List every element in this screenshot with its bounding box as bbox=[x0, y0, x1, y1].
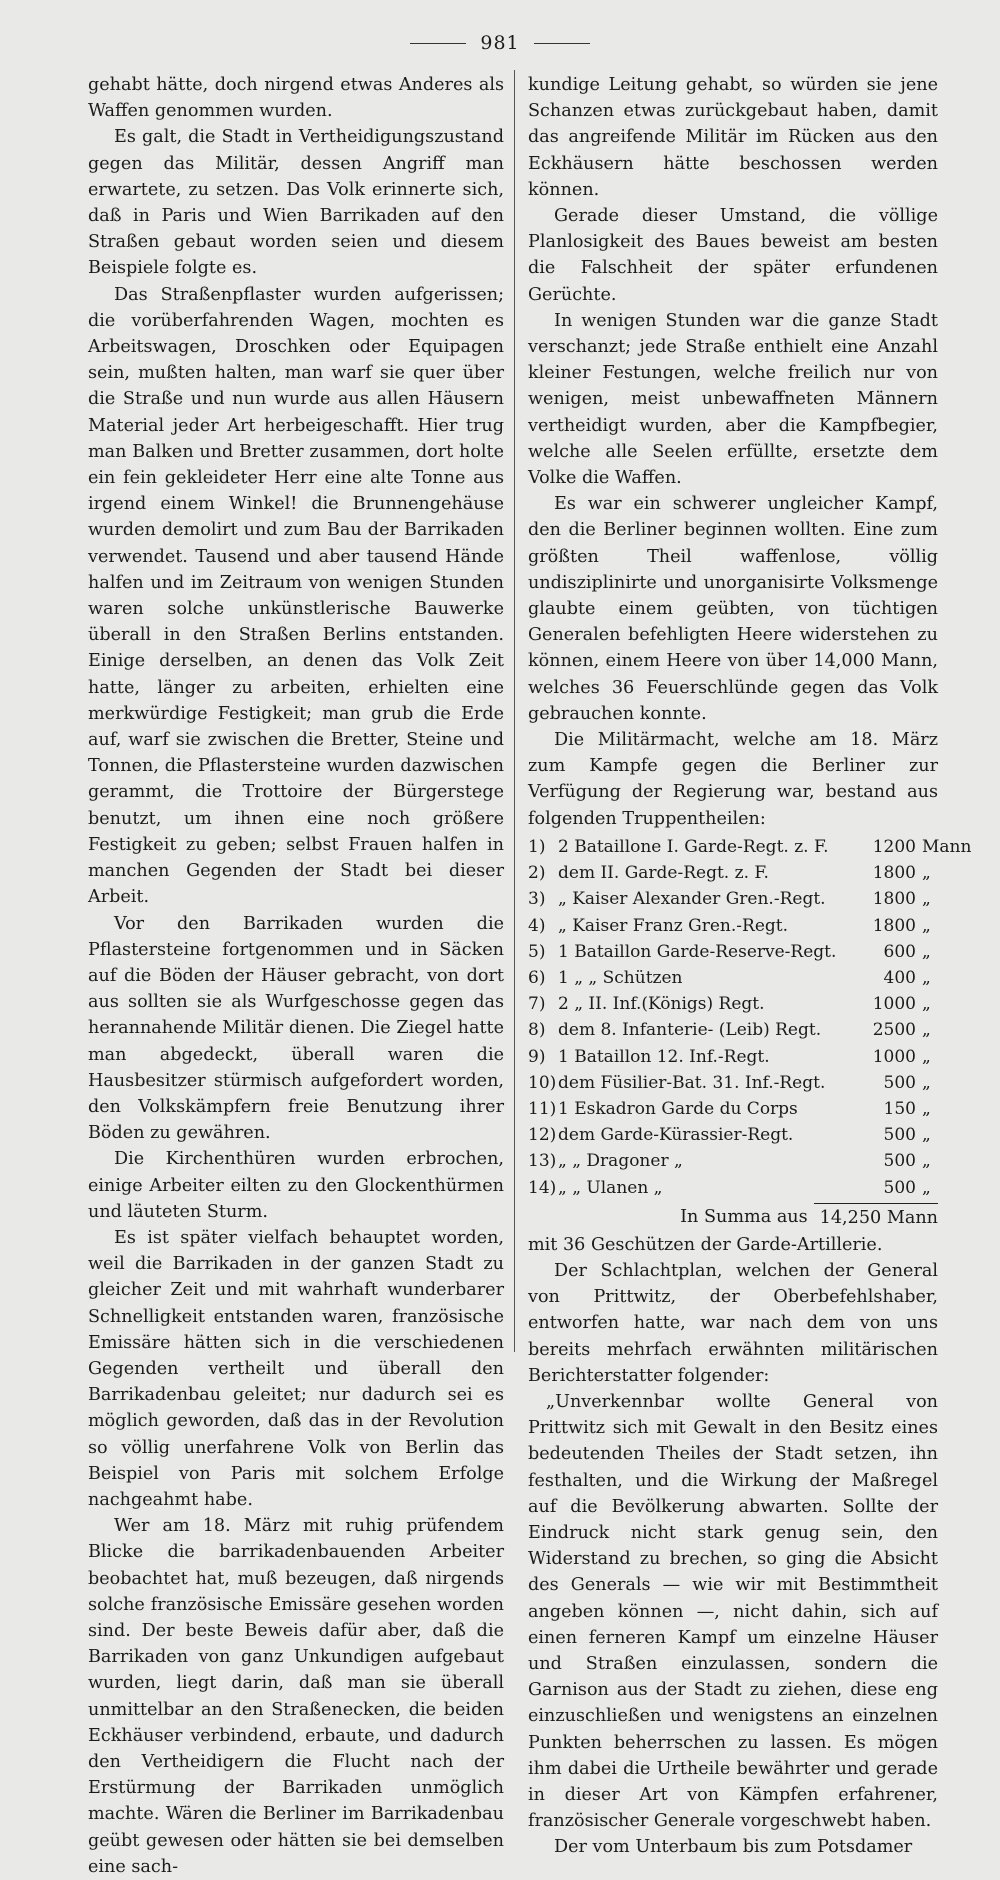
troop-measure: „ bbox=[922, 1020, 931, 1041]
troop-strength: 150 bbox=[883, 1098, 916, 1119]
troop-number: 11) bbox=[528, 1098, 557, 1119]
quote-paragraph: „Unverkennbar wollte General von Prittwitz sich mit Gewalt in den Besitz eines bedeutenden Theiles der Stadt setzen, ihn festhalten, und die Wirkung der Maßregel auf die Bevölkerung abwarten. Sollte der Eindruck nicht stark genug sein, den Widerstand zu brechen, so ging die Absicht des Generals — wie wir mit Bestimmtheit angeben können —, nicht dahin, sich auf einen ferneren Kampf um einzelne Häuser und Straßen einzulassen, sondern die Garnison aus der Stadt zu ziehen, diese eng einzuschließen und wenigstens an einzelnen Punkten beherrschen zu lassen. Es mögen ihm dabei die Urtheile bewährter und gerade in dieser Art von Kämpfen erfahrener, französischer Generale vorgeschwebt haben. bbox=[528, 1391, 938, 1832]
troop-measure: „ bbox=[922, 1046, 931, 1067]
troop-measure: Mann bbox=[922, 836, 972, 857]
paragraph: kundige Leitung gehabt, so würden sie jene Schanzen etwas zurückgebaut haben, damit das angreifende Militär im Rücken aus den Eckhäusern hätte beschossen werden können. bbox=[528, 75, 938, 200]
troop-row bbox=[528, 939, 938, 965]
troop-measure: „ bbox=[922, 941, 931, 962]
troop-strength: 1000 bbox=[872, 1046, 916, 1067]
troop-number: 9) bbox=[528, 1046, 546, 1067]
troop-measure: „ bbox=[922, 863, 931, 884]
troop-unit: 2 Bataillone I. Garde-Regt. z. F. bbox=[558, 836, 829, 857]
troop-measure: „ bbox=[922, 915, 931, 936]
troop-row bbox=[528, 834, 972, 860]
left-column bbox=[88, 72, 504, 1880]
troop-strength: 600 bbox=[883, 941, 916, 962]
troop-number: 7) bbox=[528, 994, 546, 1015]
troop-number: 6) bbox=[528, 967, 546, 988]
paragraph: Die Kirchenthüren wurden erbrochen, einige Arbeiter eilten zu den Glockenthürmen und läuteten Sturm. bbox=[88, 1149, 504, 1222]
troop-unit: dem Füsilier-Bat. 31. Inf.-Regt. bbox=[558, 1072, 826, 1093]
troop-strength: 1800 bbox=[872, 863, 916, 884]
troop-row bbox=[528, 1122, 938, 1148]
troop-measure: „ bbox=[922, 1098, 931, 1119]
total-label: In Summa aus bbox=[680, 1206, 808, 1227]
troop-measure: „ bbox=[922, 967, 931, 988]
troop-number: 8) bbox=[528, 1020, 546, 1041]
troop-number: 12) bbox=[528, 1125, 557, 1146]
troop-measure: „ bbox=[922, 1177, 931, 1198]
paragraph: gehabt hätte, doch nirgend etwas Anderes als Waffen genommen wurden. bbox=[88, 75, 504, 122]
paragraph: Das Straßenpflaster wurden aufgerissen; die vorüberfahrenden Wagen, mochten es Arbeitswagen, Droschken oder Equipagen sein, mußten halten, man warf sie quer über die Straße und nun wurde aus allen Häusern Material jeder Art herbeigeschafft. Hier trug man Balken und Bretter zusammen, dort holte ein fein gekleideter Herr eine alte Tonne aus irgend einem Winkel! die Brunnengehäuse wurden demolirt und zum Bau der Barrikaden verwendet. Tausend und aber tausend Hände halfen und im Zeitraum von wenigen Stunden waren solche unkünstlerische Bauwerke überall in den Straßen Berlins entstanden. Einige derselben, an denen das Volk Zeit hatte, länger zu arbeiten, erhielten eine merkwürdige Festigkeit; man grub die Erde auf, warf sie zwischen die Bretter, Steine und Tonnen, die Pflastersteine wurden dazwischen gerammt, die Trottoire der Bürgerstege benutzt, um ihnen eine noch größere Festigkeit zu geben; selbst Frauen halfen in manchen Gegenden der Stadt bei dieser Arbeit. bbox=[88, 284, 504, 908]
troop-strength: 1000 bbox=[872, 994, 916, 1015]
paragraph: Die Militärmacht, welche am 18. März zum Kampfe gegen die Berliner zur Verfügung der Regierung war, bestand aus folgenden Truppentheilen: bbox=[528, 730, 938, 829]
troop-number: 10) bbox=[528, 1072, 557, 1093]
troop-row bbox=[528, 886, 938, 912]
troop-strength: 500 bbox=[883, 1125, 916, 1146]
column-divider bbox=[514, 70, 515, 1352]
troop-total bbox=[528, 1203, 938, 1232]
troop-strength: 1800 bbox=[872, 915, 916, 936]
paragraph: Es ist später vielfach behauptet worden, weil die Barrikaden in der ganzen Stadt zu gleicher Zeit und mit wahrhaft wunderbarer Schnelligkeit entstanden waren, französische Emissäre hätten sich in die verschiedenen Gegenden vertheilt und überall den Barrikadenbau geleitet; nur dadurch sei es möglich geworden, daß das in der Revolution so völlig unerfahrene Volk von Berlin das Beispiel von Paris mit solchem Erfolge nachgeahmt habe. bbox=[88, 1227, 504, 1510]
troop-unit: 1 Bataillon 12. Inf.-Regt. bbox=[558, 1046, 770, 1067]
right-column bbox=[528, 72, 972, 1861]
troop-strength: 400 bbox=[883, 967, 916, 988]
troop-unit: 1 Bataillon Garde-Reserve-Regt. bbox=[558, 941, 837, 962]
troop-row bbox=[528, 1044, 938, 1070]
troop-unit: „ „ Ulanen „ bbox=[558, 1177, 663, 1198]
troop-row bbox=[528, 1070, 938, 1096]
paragraph: Wer am 18. März mit ruhig prüfendem Blicke die barrikadenbauenden Arbeiter beobachtet hat, muß bezeugen, daß nirgends solche französische Emissäre gesehen worden sind. Der beste Beweis dafür aber, daß die Barrikaden von ganz Unkundigen aufgebaut wurden, liegt darin, daß man sie überall unmittelbar an den Straßenecken, die beiden Eckhäuser verbindend, erbaute, und dadurch den Vertheidigern die Flucht nach der Erstürmung der Barrikaden unmöglich machte. Wären die Berliner im Barrikadenbau geübt gewesen oder hätten sie bei demselben eine sach- bbox=[88, 1516, 504, 1877]
troop-measure: „ bbox=[922, 1125, 931, 1146]
paragraph: Der vom Unterbaum bis zum Potsdamer bbox=[554, 1837, 913, 1858]
troop-unit: dem II. Garde-Regt. z. F. bbox=[558, 863, 769, 884]
total-value: 14,250 Mann bbox=[814, 1203, 938, 1232]
troop-unit: dem 8. Infanterie- (Leib) Regt. bbox=[558, 1020, 822, 1041]
troop-measure: „ bbox=[922, 889, 931, 910]
troop-unit: dem Garde-Kürassier-Regt. bbox=[558, 1125, 794, 1146]
troop-strength: 500 bbox=[883, 1072, 916, 1093]
paragraph: Gerade dieser Umstand, die völlige Planlosigkeit des Baues beweist am besten die Falschheit der später erfundenen Gerüchte. bbox=[528, 206, 938, 305]
troop-number: 2) bbox=[528, 863, 546, 884]
troop-row bbox=[528, 991, 938, 1017]
troop-strength: 500 bbox=[883, 1177, 916, 1198]
troop-row bbox=[528, 913, 938, 939]
header-rule-left bbox=[410, 43, 466, 44]
troop-list bbox=[528, 834, 972, 1201]
troop-number: 4) bbox=[528, 915, 546, 936]
troop-number: 13) bbox=[528, 1151, 557, 1172]
troop-strength: 2500 bbox=[872, 1020, 916, 1041]
troop-row bbox=[528, 1175, 938, 1201]
troop-measure: „ bbox=[922, 994, 931, 1015]
page-number: 981 bbox=[480, 32, 520, 54]
troop-row bbox=[528, 1017, 938, 1043]
troop-row bbox=[528, 1148, 938, 1174]
troop-measure: „ bbox=[922, 1151, 931, 1172]
page-header bbox=[0, 28, 1000, 58]
paragraph: Der Schlachtplan, welchen der General von Prittwitz, der Oberbefehlshaber, entworfen hatte, war nach dem von uns bereits mehrfach erwähnten militärischen Berichterstatter folgender: bbox=[528, 1260, 938, 1386]
troop-unit: „ Kaiser Alexander Gren.-Regt. bbox=[558, 889, 826, 910]
troop-unit: „ „ Dragoner „ bbox=[558, 1151, 683, 1172]
header-rule-right bbox=[534, 43, 590, 44]
paragraph: In wenigen Stunden war die ganze Stadt verschanzt; jede Straße enthielt eine Anzahl kleiner Festungen, welche freilich nur von wenigen, meist unbewaffneten Männern vertheidigt wurden, aber die Kampfbegier, welche alle Seelen erfüllte, ersetzte dem Volke die Waffen. bbox=[528, 310, 938, 489]
paragraph: Vor den Barrikaden wurden die Pflastersteine fortgenommen und in Säcken auf die Böden der Häuser gebracht, von dort aus sollten sie als Wurfgeschosse gegen das herannahende Militär dienen. Die Ziegel hatte man abgedeckt, überall waren die Hausbesitzer stürmisch aufgefordert worden, den Volkskämpfern freie Benutzung ihrer Böden zu gewähren. bbox=[88, 913, 504, 1144]
troop-number: 14) bbox=[528, 1177, 557, 1198]
troop-strength: 1800 bbox=[872, 889, 916, 910]
troop-unit: „ Kaiser Franz Gren.-Regt. bbox=[558, 915, 789, 936]
troop-number: 3) bbox=[528, 889, 546, 910]
troop-unit: 1 Eskadron Garde du Corps bbox=[558, 1098, 798, 1119]
troop-unit: 1 „ „ Schützen bbox=[558, 967, 683, 988]
paragraph: Es war ein schwerer ungleicher Kampf, den die Berliner beginnen wollten. Eine zum größten Theil waffenlose, völlig undisziplinirte und unorganisirte Volksmenge glaubte einem geübten, von tüchtigen Generalen befehligten Heere widerstehen zu können, einem Heere von über 14,000 Mann, welches 36 Feuerschlünde gegen das Volk gebrauchen konnte. bbox=[528, 494, 938, 724]
troop-row bbox=[528, 860, 938, 886]
troop-row bbox=[528, 965, 938, 991]
troop-strength: 1200 bbox=[872, 836, 916, 857]
troop-strength: 500 bbox=[883, 1151, 916, 1172]
troop-number: 5) bbox=[528, 941, 546, 962]
paragraph: Es galt, die Stadt in Vertheidigungszustand gegen das Militär, dessen Angriff man erwartete, zu setzen. Das Volk erinnerte sich, daß in Paris und Wien Barrikaden auf den Straßen gebaut worden seien und diesem Beispiele folgte es. bbox=[88, 127, 504, 279]
troop-measure: „ bbox=[922, 1072, 931, 1093]
paragraph: mit 36 Geschützen der Garde-Artillerie. bbox=[528, 1234, 883, 1255]
troop-unit: 2 „ II. Inf.(Königs) Regt. bbox=[558, 994, 765, 1015]
troop-row bbox=[528, 1096, 938, 1122]
troop-number: 1) bbox=[528, 836, 546, 857]
